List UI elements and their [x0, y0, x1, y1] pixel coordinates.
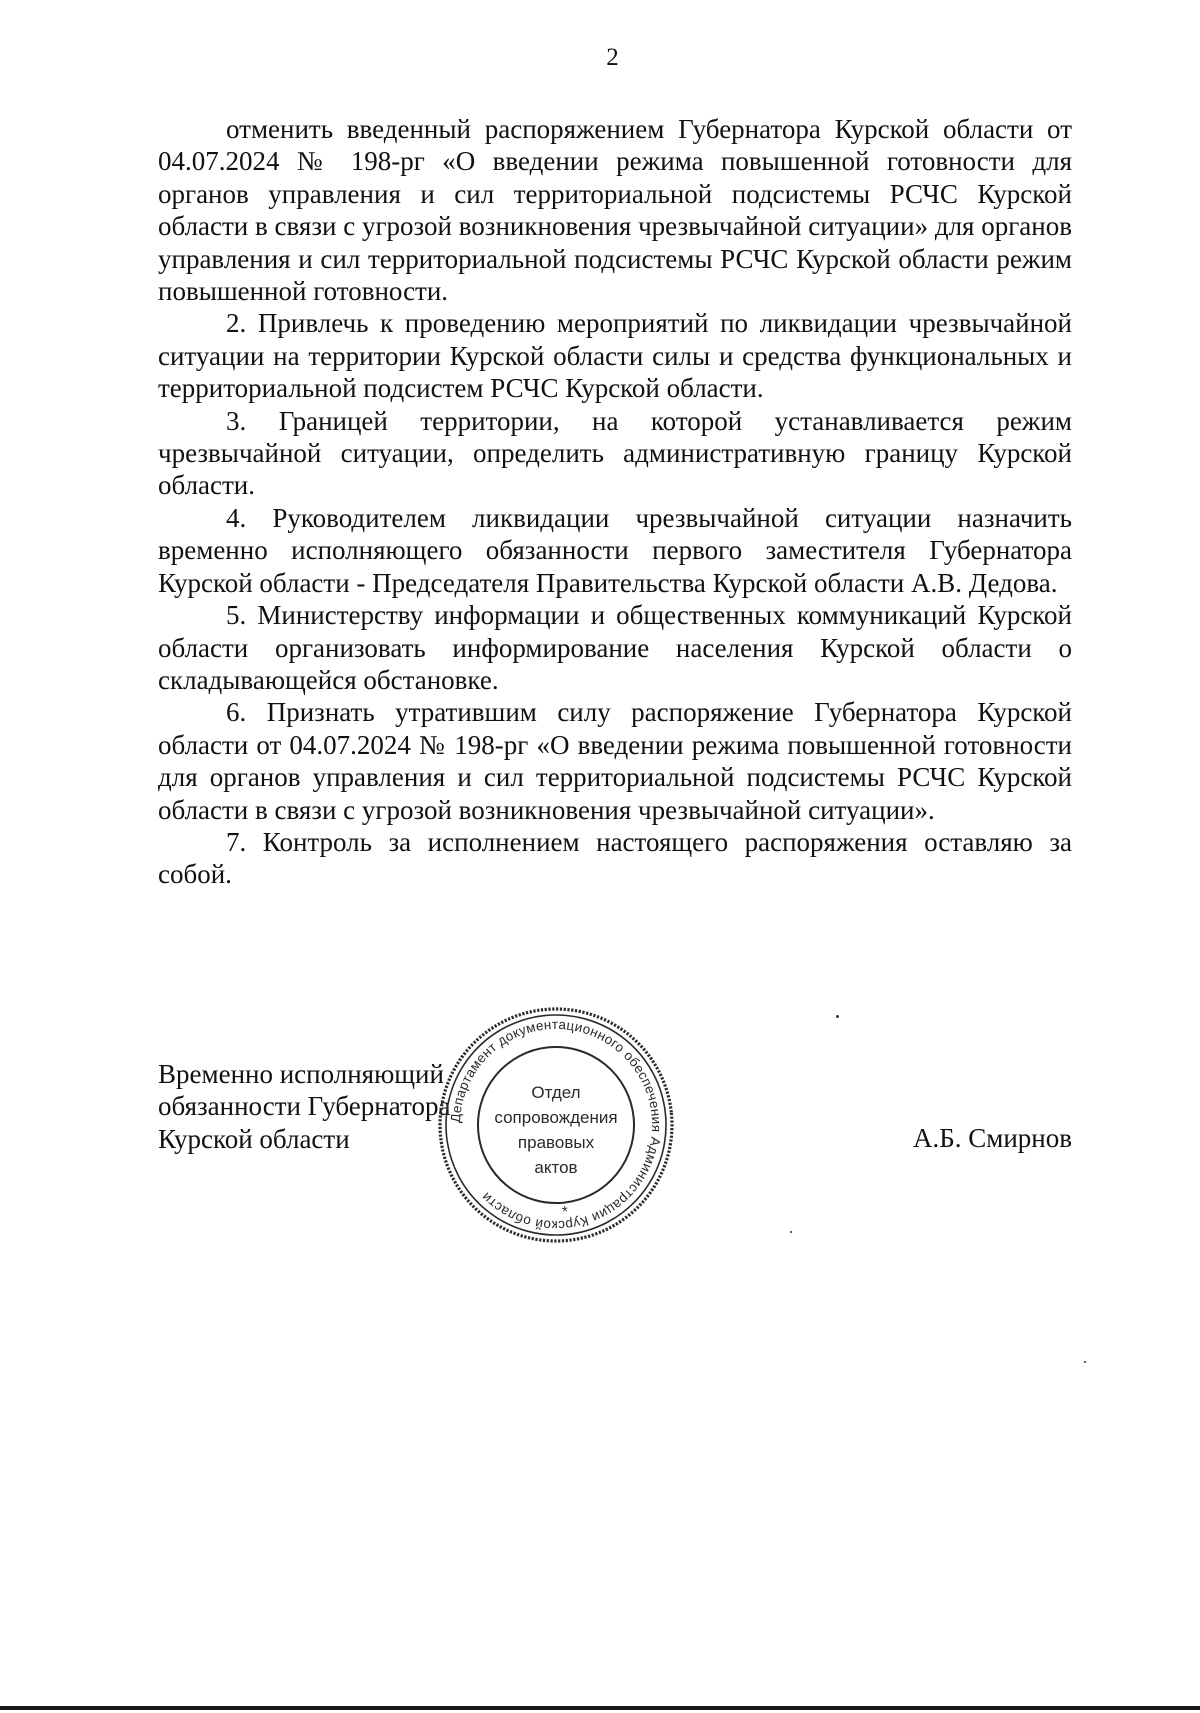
paragraph-7: 7. Контроль за исполнением настоящего распоряжения оставляю за собой.	[158, 826, 1072, 890]
signatory-title-line-2: обязанности Губернатора	[158, 1091, 451, 1122]
stamp-outer-text: Департамент документационного обеспечения Администрации Курской области	[447, 1016, 665, 1234]
document-body	[158, 113, 1072, 891]
stamp-inner-line-3: правовых	[517, 1133, 595, 1152]
signatory-title-line-1: Временно исполняющий	[158, 1059, 444, 1089]
paragraph-6: 6. Признать утратившим силу распоряжение Губернатора Курской области от 04.07.2024 № 198-рг «О введении режима повышенной готовности для органов управления и сил территориальной подсистемы РСЧС Курской области в связи с угрозой возникновения чрезвычайной ситуации».	[158, 697, 1072, 825]
page-number: 2	[606, 44, 619, 71]
paragraph-1: отменить введенный распоряжением Губернатора Курской области от 04.07.2024 № 198-рг «О введении режима повышенной готовности для органов управления и сил территориальной подсистемы РСЧС Курской области в связи с угрозой возникновения чрезвычайной ситуации» для органов управления и сил территориальной подсистемы РСЧС Курской области режим повышенной готовности.	[158, 114, 1072, 307]
signatory-name: А.Б. Смирнов	[913, 1123, 1072, 1153]
signatory-title-line-3: Курской области	[158, 1123, 350, 1154]
paragraph-2: 2. Привлечь к проведению мероприятий по ликвидации чрезвычайной ситуации на территории Курской области силы и средства функциональных и территориальной подсистем РСЧС Курской области.	[158, 308, 1072, 404]
stamp-seal-graphic	[434, 1003, 678, 1247]
scan-bottom-edge	[0, 1706, 1200, 1710]
stamp-star: *	[561, 1203, 569, 1221]
stamp-inner-line-4: актов	[534, 1158, 578, 1177]
stamp-inner-line-2: сопровождения	[494, 1108, 618, 1127]
paragraph-3: 3. Границей территории, на которой устанавливается режим чрезвычайной ситуации, определить административную границу Курской области.	[158, 405, 1072, 501]
scan-speck	[836, 1015, 839, 1018]
paragraph-4: 4. Руководителем ликвидации чрезвычайной ситуации назначить временно исполняющего обязанности первого заместителя Губернатора Курской области - Председателя Правительства Курской области А.В. Дедова.	[158, 502, 1072, 598]
scan-speck	[790, 1231, 792, 1233]
paragraph-5: 5. Министерству информации и общественных коммуникаций Курской области организовать информирование населения Курской области о складывающейся обстановке.	[158, 600, 1072, 695]
official-stamp	[434, 1003, 678, 1247]
scan-speck	[1084, 1361, 1086, 1363]
stamp-inner-line-1: Отдел	[531, 1083, 581, 1102]
signatory-title	[158, 1058, 450, 1155]
